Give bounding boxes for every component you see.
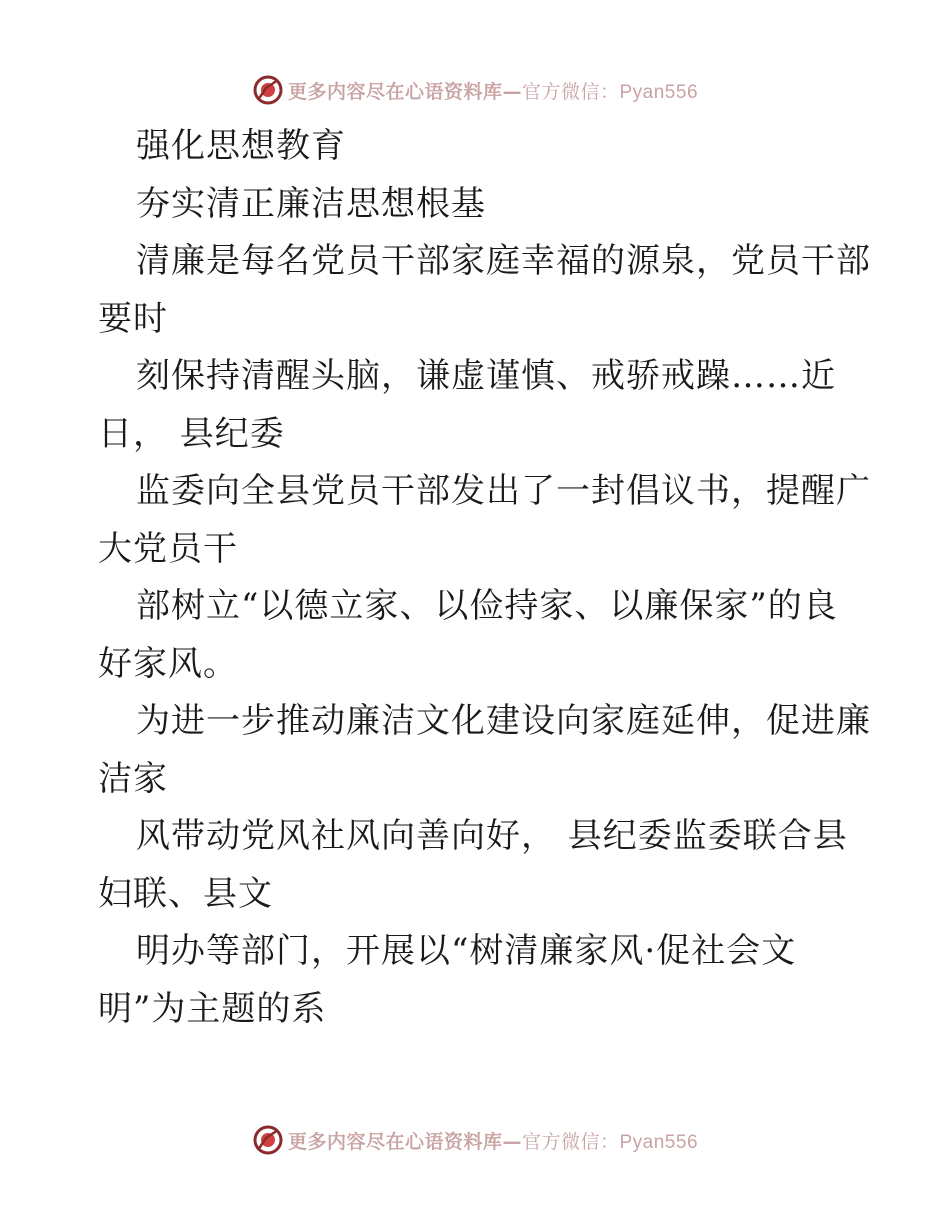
brand-logo-icon [252,1124,284,1156]
header-banner-id: Pyan556 [619,81,699,103]
brand-logo-icon [252,74,284,106]
body-line: 风带动党风社风向善向好， 县纪委监委联合县 [136,816,848,856]
body-line: 夯实清正廉洁思想根基 [136,183,486,224]
footer-banner-id: Pyan556 [619,1131,699,1153]
header-banner-text [288,77,698,104]
header-banner [0,70,950,110]
body-line: 明办等部门，开展以“树清廉家风·促社会文 [136,931,797,971]
footer-banner-text [288,1127,698,1154]
body-line: 洁家 [98,758,168,799]
footer-banner-wechat: 官方微信： [521,1130,620,1153]
body-line: 刻保持清醒头脑，谦虚谨慎、戒骄戒躁……近 [136,356,836,396]
body-line: 明”为主题的系 [98,988,327,1029]
document-body [98,118,871,1038]
header-banner-wechat: 官方微信： [521,80,620,103]
body-line: 为进一步推动廉洁文化建设向家庭延伸，促进廉 [136,701,871,741]
header-banner-dash: — [502,80,522,103]
body-line: 要时 [98,298,168,339]
footer-banner-main: 更多内容尽在心语资料库 [287,1130,503,1153]
body-line: 部树立“以德立家、以俭持家、以廉保家”的良 [136,586,838,626]
body-line: 监委向全县党员干部发出了一封倡议书，提醒广 [136,471,871,511]
body-line: 妇联、县文 [98,873,273,914]
body-line: 日， 县纪委 [98,413,285,454]
body-line: 强化思想教育 [136,126,346,166]
body-line: 好家风。 [98,643,238,684]
body-line: 大党员干 [98,528,238,569]
footer-banner [0,1120,950,1160]
footer-banner-dash: — [502,1130,522,1153]
body-line: 清廉是每名党员干部家庭幸福的源泉，党员干部 [136,241,871,281]
header-banner-main: 更多内容尽在心语资料库 [287,80,503,103]
